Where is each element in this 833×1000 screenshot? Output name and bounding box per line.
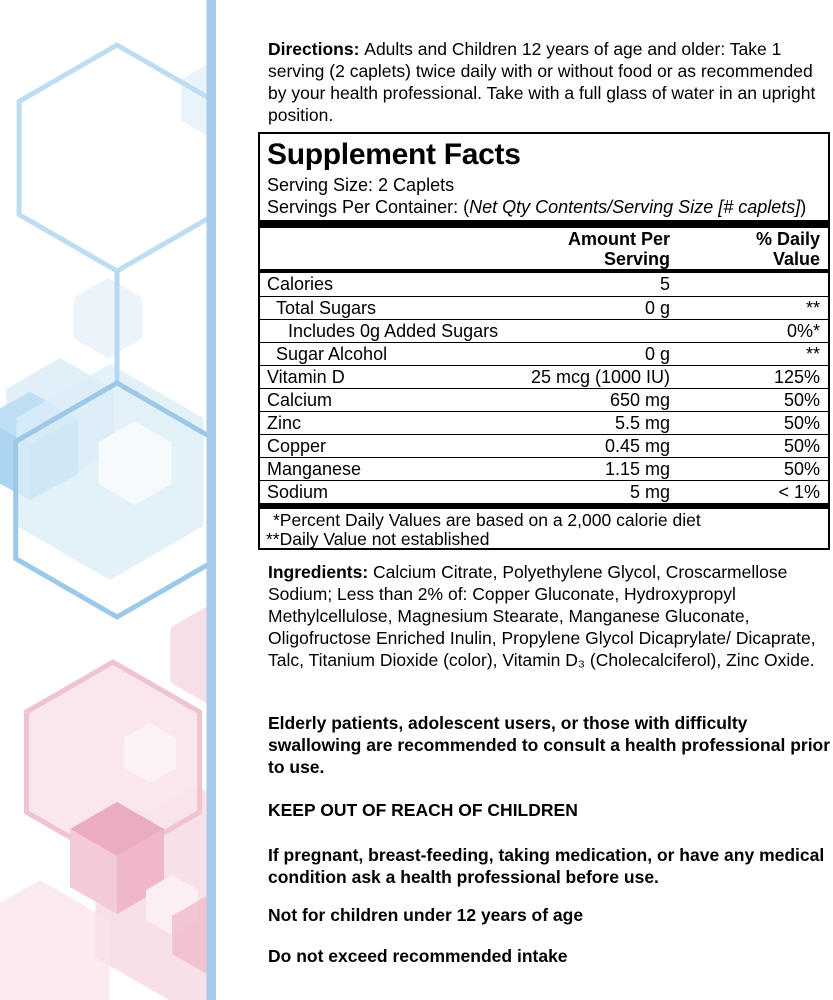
serving-size: Serving Size: 2 Caplets — [267, 175, 455, 195]
col-header-amount-per-serving: Amount Per Serving — [567, 229, 670, 269]
row-amount: 0 g — [644, 344, 670, 364]
table-row — [260, 480, 828, 503]
warning-paragraph: If pregnant, breast-feeding, taking medication, or have any medical condition ask a health professional before use. — [268, 845, 825, 887]
row-daily-value: 50% — [783, 459, 820, 479]
servings-close: ) — [800, 197, 807, 217]
pink-hexagons — [0, 600, 216, 1000]
table-row — [260, 411, 828, 434]
row-name: Vitamin D — [267, 367, 345, 387]
servings-label: Servings Per Container: ( — [267, 197, 470, 217]
ingredients-text: Calcium Citrate, Polyethylene Glycol, Croscarmellose Sodium; Less than 2% of: Copper Gluconate, Hydroxypropyl Methylcellulose, Magnesium Stearate, Manganese Gluconate, Oligofructose Enriched Inulin, Propylene Glycol Dicaprylate/ Dicaprate, Talc, Titanium Dioxide (color), Vitamin D₃ (Cholecalciferol), Zinc Oxide. — [268, 562, 816, 670]
row-amount: 0.45 mg — [604, 436, 670, 456]
servings-per-container — [267, 196, 828, 218]
row-name: Includes 0g Added Sugars — [288, 321, 499, 341]
directions-paragraph — [268, 38, 830, 126]
row-daily-value: < 1% — [778, 482, 820, 502]
footnote-line: *Percent Daily Values are based on a 2,000 calorie diet — [273, 510, 701, 530]
row-name: Total Sugars — [276, 298, 377, 318]
warning-paragraph: Do not exceed recommended intake — [268, 946, 568, 966]
table-row — [260, 273, 828, 296]
table-header-row — [260, 228, 828, 269]
row-daily-value: 125% — [773, 367, 820, 387]
warnings-section — [268, 712, 833, 967]
row-amount: 0 g — [644, 298, 670, 318]
table-row — [260, 434, 828, 457]
row-name: Calories — [267, 274, 334, 294]
footnote-line: **Daily Value not established — [266, 529, 490, 549]
row-daily-value: 50% — [783, 390, 820, 410]
warning-paragraph: KEEP OUT OF REACH OF CHILDREN — [268, 800, 578, 820]
row-daily-value: ** — [805, 298, 820, 318]
row-name: Manganese — [267, 459, 362, 479]
footnotes — [260, 509, 828, 549]
table-row — [260, 457, 828, 480]
hexagon-decoration — [0, 0, 216, 1000]
facts-rows — [260, 273, 828, 503]
directions-text: Adults and Children 12 years of age and older: Take 1 serving (2 caplets) twice daily with or without food or as recommended by your health professional. Take with a full glass of water in an upright position. — [268, 39, 816, 125]
row-amount: 1.15 mg — [604, 459, 670, 479]
row-daily-value: 50% — [783, 413, 820, 433]
blue-hexagons — [0, 45, 216, 617]
row-amount: 650 mg — [609, 390, 670, 410]
warning-paragraph: Elderly patients, adolescent users, or those with difficulty swallowing are recommended to consult a health professional prior to use. — [268, 713, 831, 777]
table-row — [260, 388, 828, 411]
servings-italic: Net Qty Contents/Serving Size [# caplets] — [469, 197, 801, 217]
row-name: Zinc — [267, 413, 302, 433]
warning-paragraph: Not for children under 12 years of age — [268, 905, 584, 925]
supplement-facts-panel — [258, 132, 830, 550]
table-row — [260, 365, 828, 388]
row-name: Sugar Alcohol — [276, 344, 388, 364]
row-name: Copper — [267, 436, 327, 456]
col-header-daily-value: % Daily Value — [755, 229, 820, 269]
row-amount: 5 — [659, 274, 670, 294]
table-row — [260, 296, 828, 319]
row-daily-value: 50% — [783, 436, 820, 456]
row-daily-value: ** — [805, 344, 820, 364]
row-amount: 5 mg — [629, 482, 670, 502]
row-name: Sodium — [267, 482, 329, 502]
directions-label: Directions: — [268, 39, 365, 59]
table-row — [260, 319, 828, 342]
row-name: Calcium — [267, 390, 333, 410]
supplement-facts-title: Supplement Facts — [267, 138, 521, 171]
vertical-accent-line — [207, 0, 217, 1000]
ingredients-paragraph — [268, 561, 833, 671]
row-amount: 25 mcg (1000 IU) — [530, 367, 670, 387]
row-amount: 5.5 mg — [614, 413, 670, 433]
row-daily-value: 0%* — [786, 321, 820, 341]
ingredients-label: Ingredients: — [268, 562, 374, 582]
divider-thick-top — [260, 220, 828, 228]
table-row — [260, 342, 828, 365]
